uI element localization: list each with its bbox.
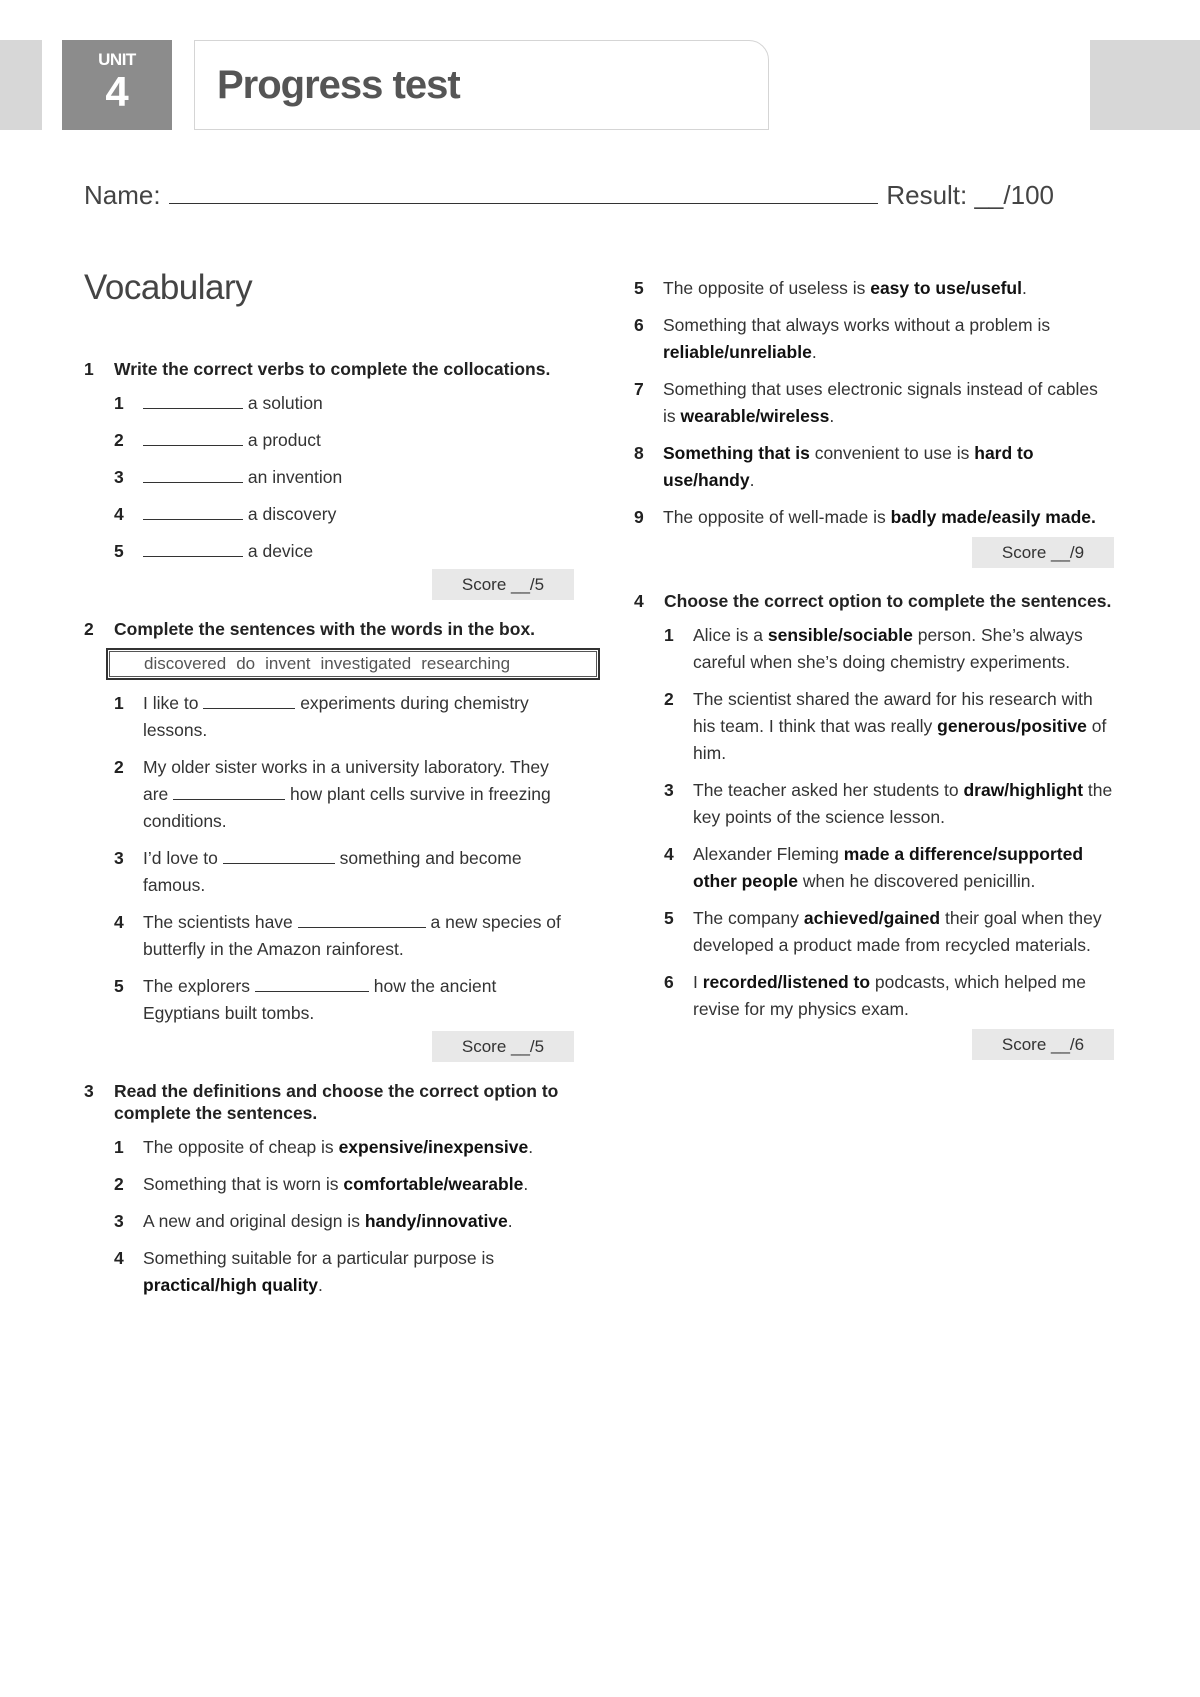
section-title: Vocabulary <box>84 268 253 307</box>
item-phrase: a solution <box>247 393 323 413</box>
page-title: Progress test <box>217 63 460 107</box>
list-item <box>84 1134 574 1161</box>
list-item <box>604 312 1114 366</box>
sentence-start: My older sister works in a university laboratory. They are <box>143 757 549 804</box>
sentence-end: podcasts, which helped me revise for my physics exam. <box>693 972 1086 1019</box>
item-number: 1 <box>664 625 674 645</box>
task-number: 1 <box>84 359 94 379</box>
item-number: 5 <box>114 976 124 996</box>
sentence-end: . <box>829 406 835 426</box>
box-word: do <box>236 654 256 673</box>
task-2-score: Score __/5 <box>432 1031 574 1062</box>
list-item <box>84 909 574 963</box>
answer-blank[interactable] <box>143 503 243 520</box>
option-choice[interactable]: badly made/easily made. <box>890 507 1096 527</box>
header-left-tab <box>0 40 42 130</box>
option-choice[interactable]: hard to use/handy <box>663 443 1034 490</box>
item-text <box>663 376 1114 430</box>
item-number: 2 <box>664 689 674 709</box>
sentence-end: of him. <box>693 716 1107 763</box>
task-1-score: Score __/5 <box>432 569 574 600</box>
option-choice[interactable]: easy to use/useful <box>870 278 1022 298</box>
sentence-start: Alexander Fleming <box>693 844 839 864</box>
list-item <box>84 390 574 417</box>
item-text <box>693 841 1114 895</box>
task-4-score: Score __/6 <box>972 1029 1114 1060</box>
header-right-tab <box>1090 40 1200 130</box>
item-text <box>693 905 1114 959</box>
item-text <box>143 754 574 835</box>
sentence-start: I <box>693 972 698 992</box>
item-phrase: an invention <box>247 467 343 487</box>
answer-blank[interactable] <box>223 847 335 864</box>
answer-blank[interactable] <box>298 911 426 928</box>
sentence-start: The explorers <box>143 976 250 996</box>
list-item <box>84 501 574 528</box>
task-1 <box>84 358 574 600</box>
list-item <box>84 1245 574 1299</box>
word-box <box>106 648 600 680</box>
name-field[interactable] <box>169 181 879 204</box>
sentence-end: when he discovered penicillin. <box>802 871 1036 891</box>
item-text <box>143 973 574 1027</box>
option-choice[interactable]: sensible/sociable <box>767 625 913 645</box>
result-label: Result: __/100 <box>886 180 1054 210</box>
sentence-start: The scientists have <box>143 912 293 932</box>
answer-blank[interactable] <box>203 692 295 709</box>
sentence-start: I’d love to <box>143 848 218 868</box>
sentence-end: . <box>318 1275 323 1295</box>
item-number: 4 <box>114 912 124 932</box>
item-phrase: a discovery <box>247 504 337 524</box>
item-number: 2 <box>114 757 124 777</box>
list-item <box>634 622 1114 676</box>
answer-blank[interactable] <box>143 429 243 446</box>
right-column <box>634 265 1114 1060</box>
list-item <box>634 905 1114 959</box>
sentence-start: Something that uses electronic signals instead of cables is <box>663 379 1098 426</box>
option-choice[interactable]: achieved/gained <box>803 908 941 928</box>
box-word: investigated <box>320 654 412 673</box>
item-text <box>693 686 1114 767</box>
answer-blank[interactable] <box>143 540 243 557</box>
item-number: 1 <box>114 693 124 713</box>
sentence-start: The opposite of cheap is <box>143 1137 334 1157</box>
list-item <box>634 841 1114 895</box>
task-3 <box>84 1080 574 1299</box>
unit-number: 4 <box>105 68 129 115</box>
item-text <box>143 690 574 744</box>
sentence-end: . <box>528 1137 534 1157</box>
item-text <box>663 440 1114 494</box>
unit-label: UNIT <box>98 50 136 69</box>
item-number: 7 <box>634 379 644 399</box>
task-number: 2 <box>84 619 94 639</box>
sentence-end: how plant cells survive in freezing conditions. <box>143 784 551 831</box>
list-item <box>84 690 574 744</box>
list-item <box>634 777 1114 831</box>
list-item <box>84 427 574 454</box>
task-number: 4 <box>634 591 644 611</box>
sentence-start: Something that always works without a problem is <box>663 315 1051 335</box>
task-3-heading <box>84 1080 574 1124</box>
answer-blank[interactable] <box>143 392 243 409</box>
item-text <box>693 969 1114 1023</box>
item-text <box>143 427 574 454</box>
box-word: invent <box>265 654 311 673</box>
list-item <box>84 1171 574 1198</box>
title-box <box>194 40 769 130</box>
item-number: 5 <box>634 278 644 298</box>
item-number: 1 <box>114 393 124 413</box>
sentence-start: The opposite of useless is <box>663 278 866 298</box>
unit-badge <box>62 40 172 130</box>
item-number: 3 <box>114 467 124 487</box>
sentence-start: The company <box>693 908 800 928</box>
option-choice[interactable]: comfortable/wearable <box>343 1174 524 1194</box>
sentence-start: I like to <box>143 693 199 713</box>
task-instruction: Complete the sentences with the words in the box. <box>114 619 536 639</box>
sentence-start: Alice is a <box>693 625 764 645</box>
item-text <box>663 312 1114 366</box>
item-number: 4 <box>114 504 124 524</box>
list-item <box>84 464 574 491</box>
option-choice[interactable]: reliable/unreliable <box>663 342 812 362</box>
sentence-start: A new and original design is <box>143 1211 360 1231</box>
option-choice[interactable]: made a difference/supported other people <box>693 844 1084 891</box>
sentence-start: Something that is worn is <box>143 1174 339 1194</box>
sentence-start: The scientist shared the award for his research with his team. I think that was really <box>693 689 1093 736</box>
sentence-end: something and become famous. <box>143 848 522 895</box>
task-instruction: Choose the correct option to complete the sentences. <box>664 591 1112 611</box>
item-text <box>663 504 1114 531</box>
answer-blank[interactable] <box>255 975 369 992</box>
sentence-end: . <box>1021 278 1027 298</box>
option-choice[interactable]: handy/innovative <box>364 1211 508 1231</box>
item-text <box>143 1171 574 1198</box>
sentence-end: . <box>749 470 755 490</box>
item-number: 4 <box>114 1248 124 1268</box>
task-1-heading <box>84 358 574 380</box>
list-item <box>634 969 1114 1023</box>
left-column <box>84 358 574 1299</box>
answer-blank[interactable] <box>143 466 243 483</box>
task-3-score: Score __/9 <box>972 537 1114 568</box>
task-instruction: Write the correct verbs to complete the collocations. <box>114 359 551 379</box>
option-choice[interactable]: expensive/inexpensive <box>338 1137 529 1157</box>
task-4 <box>634 590 1114 1060</box>
answer-blank[interactable] <box>173 783 285 800</box>
item-text <box>143 501 574 528</box>
item-text <box>143 1134 574 1161</box>
option-choice[interactable]: wearable/wireless <box>680 406 830 426</box>
box-word: discovered <box>144 654 227 673</box>
item-number: 3 <box>664 780 674 800</box>
item-text <box>663 275 1114 302</box>
option-choice[interactable]: recorded/listened to <box>702 972 871 992</box>
list-item <box>604 440 1114 494</box>
sentence-start: Something suitable for a particular purpose is <box>143 1248 495 1268</box>
sentence-end: their goal when they developed a product made from recycled materials. <box>693 908 1102 955</box>
item-text <box>693 777 1114 831</box>
item-number: 2 <box>114 430 124 450</box>
item-number: 4 <box>664 844 674 864</box>
list-item <box>84 845 574 899</box>
sentence-end: . <box>507 1211 513 1231</box>
item-phrase: a device <box>247 541 314 561</box>
item-text <box>143 390 574 417</box>
sentence-start: The teacher asked her students to <box>693 780 959 800</box>
item-text <box>143 909 574 963</box>
option-choice[interactable]: draw/highlight <box>963 780 1084 800</box>
sentence-start: The opposite of well-made is <box>663 507 886 527</box>
list-item <box>604 504 1114 531</box>
sentence-end: a new species of butterfly in the Amazon rainforest. <box>143 912 561 959</box>
item-number: 3 <box>114 848 124 868</box>
sentence-end: . <box>523 1174 529 1194</box>
item-text <box>143 464 574 491</box>
item-number: 5 <box>114 541 124 561</box>
item-number: 3 <box>114 1211 124 1231</box>
task-number: 3 <box>84 1081 94 1101</box>
item-text <box>143 1245 574 1299</box>
item-number: 6 <box>634 315 644 335</box>
sentence-end: . <box>811 342 817 362</box>
sentence-start: convenient to use is <box>814 443 970 463</box>
item-text <box>143 845 574 899</box>
item-phrase: a product <box>247 430 321 450</box>
item-number: 8 <box>634 443 644 463</box>
highlight-text: Something that is <box>663 443 810 463</box>
list-item <box>84 754 574 835</box>
task-4-heading <box>634 590 1114 612</box>
item-number: 6 <box>664 972 674 992</box>
sentence-end: the key points of the science lesson. <box>693 780 1113 827</box>
item-text <box>693 622 1114 676</box>
item-number: 1 <box>114 1137 124 1157</box>
item-text <box>143 1208 574 1235</box>
item-number: 5 <box>664 908 674 928</box>
list-item <box>604 275 1114 302</box>
box-word: researching <box>421 654 511 673</box>
sentence-end: how the ancient Egyptians built tombs. <box>143 976 497 1023</box>
option-choice[interactable]: practical/high quality <box>143 1275 319 1295</box>
task-2 <box>84 618 574 1062</box>
item-number: 9 <box>634 507 644 527</box>
option-choice[interactable]: generous/positive <box>937 716 1087 736</box>
item-number: 2 <box>114 1174 124 1194</box>
name-result-line <box>84 180 1054 211</box>
task-instruction: Read the definitions and choose the correct option to complete the sentences. <box>114 1081 559 1123</box>
sentence-end: person. She’s always careful when she’s doing chemistry experiments. <box>693 625 1083 672</box>
list-item <box>634 686 1114 767</box>
item-text <box>143 538 574 565</box>
task-2-heading <box>84 618 574 640</box>
list-item <box>84 538 574 565</box>
list-item <box>84 1208 574 1235</box>
list-item <box>604 376 1114 430</box>
sentence-end: experiments during chemistry lessons. <box>143 693 529 740</box>
name-label: Name: <box>84 180 161 210</box>
list-item <box>84 973 574 1027</box>
